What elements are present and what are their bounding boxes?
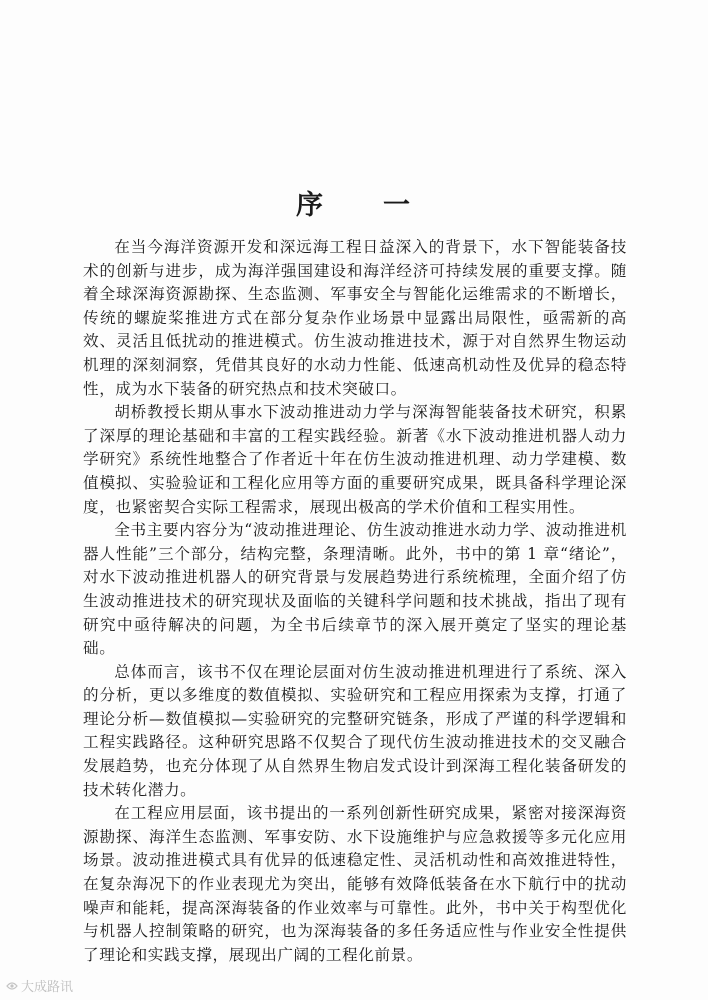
paragraph: 在工程应用层面，该书提出的一系列创新性研究成果，紧密对接深海资源勘探、海洋生态监测、军事安防、水下设施维护与应急救援等多元化应用场景。波动推进模式具有优异的低速稳定性、灵活机动性和高效推进特性，在复杂海况下的作业表现尤为突出，能够有效降低装备在水下航行中的扰动噪声和能耗，提高深海装备的作业效率与可靠性。此外，书中关于构型优化与机器人控制策略的研究，也为深海装备的多任务适应性与作业安全性提供了理论和实践支撑，展现出广阔的工程化前景。 (83, 804, 627, 964)
paragraph: 在当今海洋资源开发和深远海工程日益深入的背景下，水下智能装备技术的创新与进步，成为海洋强国建设和海洋经济可持续发展的重要支撑。随着全球深海资源勘探、生态监测、军事安全与智能化运维需求的不断增长，传统的螺旋桨推进方式在部分复杂作业场景中显露出局限性，亟需新的高效、灵活且低扰动的推进模式。仿生波动推进技术，源于对自然界生物运动机理的深刻洞察，凭借其良好的水动力性能、低速高机动性及优异的稳态特性，成为水下装备的研究热点和技术突破口。 (83, 238, 627, 398)
watermark-text: 大成路讯 (21, 980, 74, 995)
eye-logo-icon (6, 980, 18, 992)
page-title (0, 183, 708, 222)
preface-body (83, 236, 627, 967)
paragraph: 胡桥教授长期从事水下波动推进动力学与深海智能装备技术研究，积累了深厚的理论基础和丰富的工程实践经验。新著《水下波动推进机器人动力学研究》系统性地整合了作者近十年在仿生波动推进机理、动力学建模、数值模拟、实验验证和工程化应用等方面的重要研究成果，既具备科学理论深度，也紧密契合实际工程需求，展现出极高的学术价值和工程实用性。 (83, 403, 627, 516)
title-char-1: 序 (296, 190, 325, 221)
watermark (6, 976, 73, 995)
paragraph: 总体而言，该书不仅在理论层面对仿生波动推进机理进行了系统、深入的分析，更以多维度的数值模拟、实验研究和工程应用探索为支撑，打通了理论分析—数值模拟—实验研究的完整研究链条，形成了严谨的科学逻辑和工程实践路径。这种研究思路不仅契合了现代仿生波动推进技术的交叉融合发展趋势，也充分体现了从自然界生物启发式设计到深海工程化装备研发的技术转化潜力。 (83, 662, 627, 799)
title-char-2: 一 (383, 190, 412, 221)
paragraph: 全书主要内容分为“波动推进理论、仿生波动推进水动力学、波动推进机器人性能”三个部分，结构完整，条理清晰。此外，书中的第 1 章“绪论”，对水下波动推进机器人的研究背景与发展趋势进行系统梳理，全面介绍了仿生波动推进技术的研究现状及面临的关键科学问题和技术挑战，指出了现有研究中亟待解决的问题，为全书后续章节的深入展开奠定了坚实的理论基础。 (83, 521, 627, 658)
